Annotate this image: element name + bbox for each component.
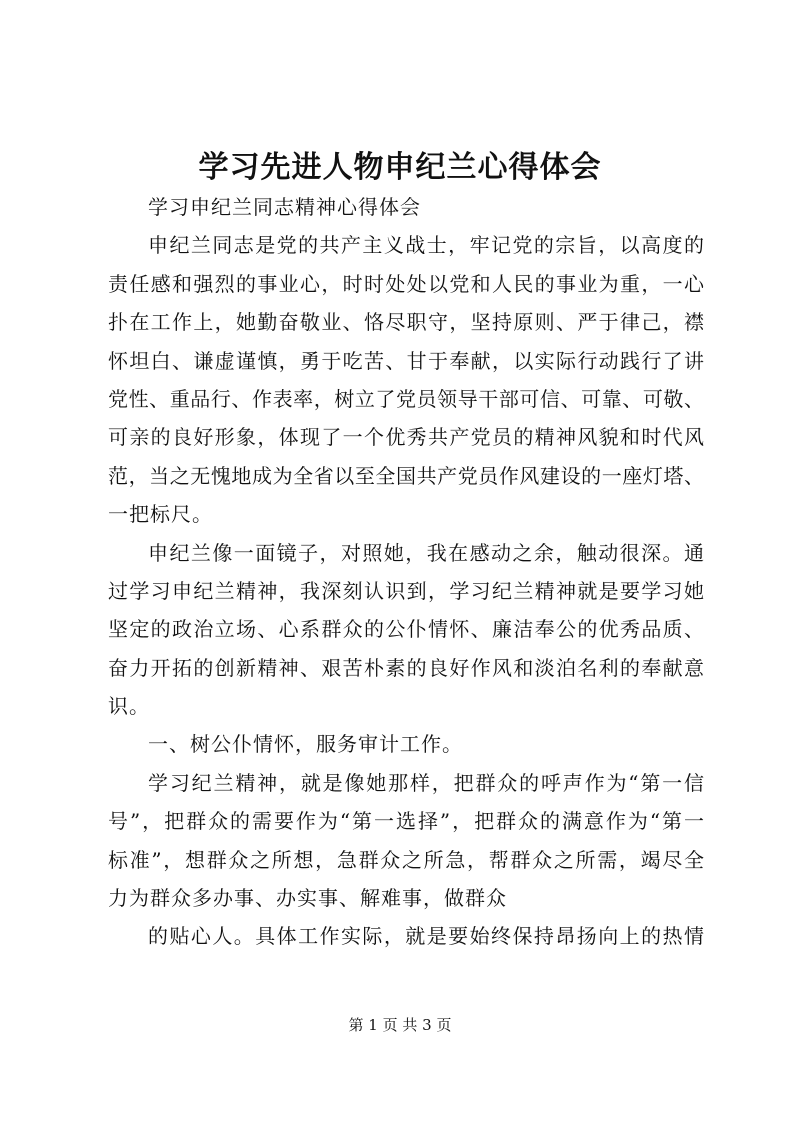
paragraph [108,226,704,533]
section-heading: 一、树公仆情怀，服务审计工作。 [148,732,463,757]
text-line: 号”，把群众的需要作为“第一选择”，把群众的满意作为“第一 [108,809,704,834]
text-line: 的贴心人。具体工作实际，就是要始终保持昂扬向上的热情 [148,924,704,949]
text-line: 申纪兰像一面镜子，对照她，我在感动之余，触动很深。通 [148,540,704,565]
text-line: 识。 [108,694,150,719]
text-line: 坚定的政治立场、心系群众的公仆情怀、廉洁奉公的优秀品质、 [108,617,704,642]
paragraph [108,764,704,918]
document-body [108,188,704,956]
text-line: 扑在工作上，她勤奋敬业、恪尽职守，坚持原则、严于律己，襟 [108,310,704,335]
text-line: 标准”，想群众之所想，急群众之所急，帮群众之所需，竭尽全 [108,847,704,872]
text-line: 过学习申纪兰精神，我深刻认识到，学习纪兰精神就是要学习她 [108,578,704,603]
page-number: 第 1 页 共 3 页 [348,1016,452,1034]
text-line: 学习纪兰精神，就是像她那样，把群众的呼声作为“第一信 [148,770,704,795]
text-line: 力为群众多办事、办实事、解难事，做群众 [108,886,507,911]
text-line: 可亲的良好形象，体现了一个优秀共产党员的精神风貌和时代风 [108,425,704,450]
text-line: 申纪兰同志是党的共产主义战士，牢记党的宗旨，以高度的 [148,233,704,258]
text-line: 范，当之无愧地成为全省以至全国共产党员作风建设的一座灯塔、 [108,463,704,488]
text-line: 党性、重品行、作表率，树立了党员领导干部可信、可靠、可敬、 [108,386,704,411]
text-line: 怀坦白、谦虚谨慎，勇于吃苦、甘于奉献，以实际行动践行了讲 [108,348,704,373]
text-line: 责任感和强烈的事业心，时时处处以党和人民的事业为重，一心 [108,271,704,296]
paragraph [108,534,704,726]
document-subtitle: 学习申纪兰同志精神心得体会 [148,195,421,219]
text-line: 一把标尺。 [108,502,213,527]
text-line: 奋力开拓的创新精神、艰苦朴素的良好作风和淡泊名利的奉献意 [108,655,704,680]
paragraph [108,917,704,955]
document-title: 学习先进人物申纪兰心得体会 [198,150,602,185]
paragraph [108,725,704,763]
